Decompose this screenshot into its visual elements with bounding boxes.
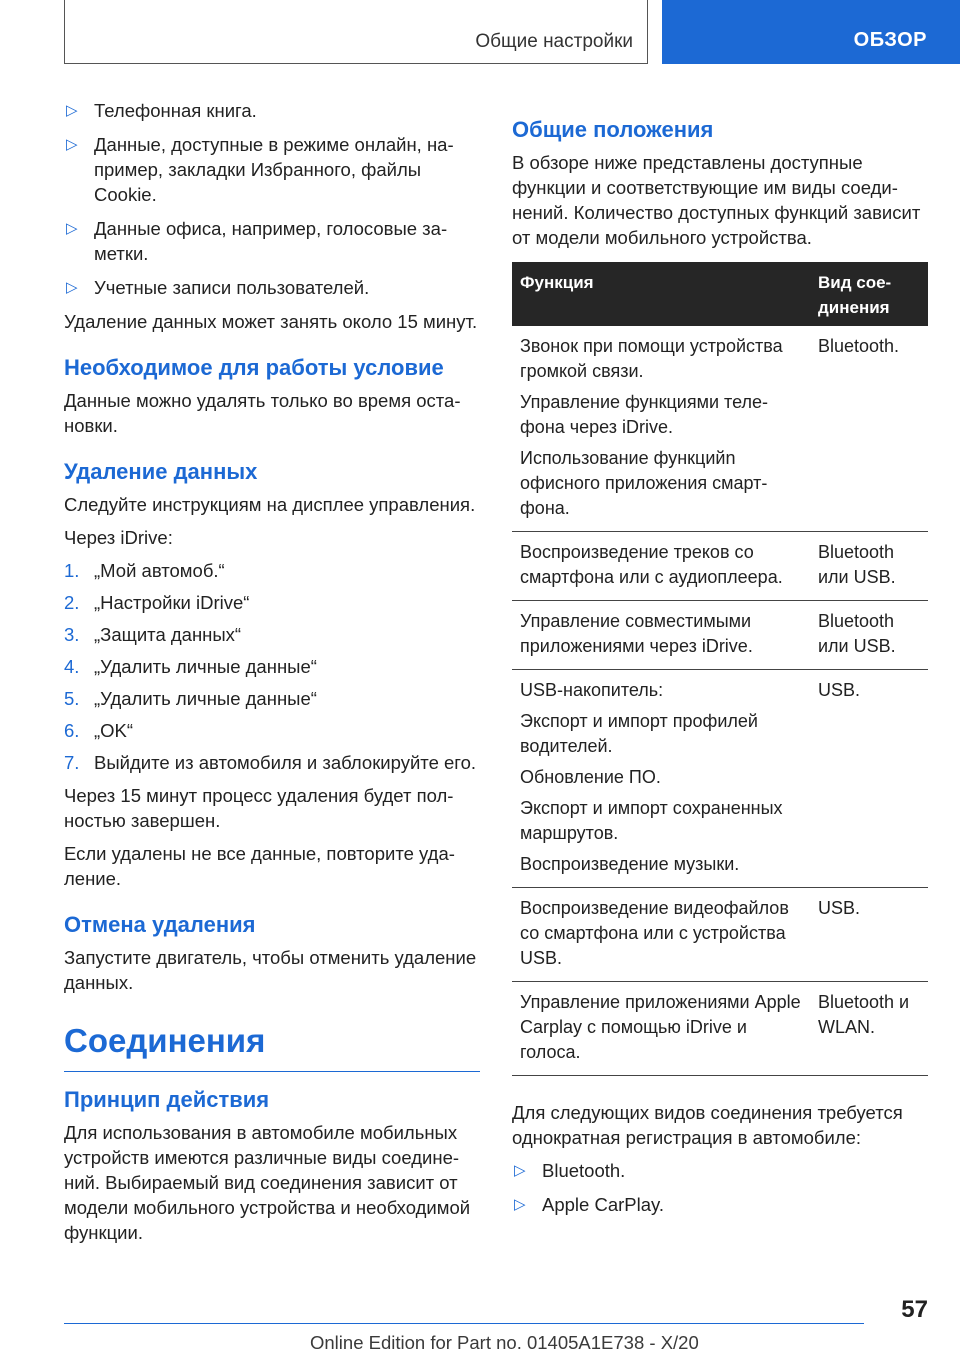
page-number: 57 [901, 1296, 928, 1323]
table-row [512, 888, 928, 982]
function-cell: Воспроизведение треков со смартфона или с аудиоплеера. [512, 532, 810, 601]
function-cell: Управление приложениями Apple Carplay с помощью iDrive и голоса. [512, 982, 810, 1076]
triangle-bullet-icon: ▷ [514, 1162, 526, 1179]
general-heading: Общие положения [512, 117, 714, 142]
step-number: 7. [64, 752, 80, 773]
table-row [512, 601, 928, 670]
header-chapter-box [662, 0, 960, 64]
step-item: 1. „Мой автомоб.“ [64, 560, 225, 581]
general-text: В обзоре ниже представлены доступные функции и соответствующие им виды соединений. Количество доступных функций зависит от модели мобильного устройства. [512, 152, 921, 248]
step-number: 6. [64, 720, 80, 741]
via-idrive-text: Через iDrive: [64, 527, 173, 548]
header-section-title: Общие настройки [475, 31, 633, 52]
step-item: 5. „Удалить личные данные“ [64, 688, 317, 709]
after-15-min-text: Через 15 минут процесс удаления будет полностью завершен. [64, 785, 454, 831]
triangle-bullet-icon: ▷ [66, 136, 78, 153]
footer-edition-text: Online Edition for Part no. 01405A1E738 - X/20 [310, 1332, 699, 1353]
connection-cell: Bluetooth или USB. [810, 601, 928, 670]
step-number: 4. [64, 656, 80, 677]
connection-cell: USB. [810, 670, 928, 888]
connections-heading: Соединения [64, 1022, 266, 1059]
connection-cell: Bluetooth. [810, 326, 928, 532]
connections-table [512, 262, 928, 1076]
heading-divider [64, 1071, 480, 1072]
connection-cell: USB. [810, 888, 928, 982]
function-cell: Воспроизведение видеофайлов со смартфона или с устройства USB. [512, 888, 810, 982]
triangle-bullet-icon: ▷ [66, 102, 78, 119]
column-header-function: Функция [512, 262, 810, 326]
step-item: 2. „Настройки iDrive“ [64, 592, 250, 613]
left-column [64, 98, 480, 1253]
column-header-connection: Вид соединения [810, 262, 928, 326]
list-item: ▷ Учетные записи пользователей. [66, 277, 370, 298]
list-item: ▷ Данные офиса, например, голосовые заметки. [66, 218, 448, 264]
footer-divider [64, 1323, 864, 1324]
table-row [512, 532, 928, 601]
registration-list [512, 1158, 928, 1217]
header-section-box [64, 0, 648, 64]
principle-text: Для использования в автомобиле мобильных устройств имеются различные виды соединений. Выбираемый вид соединения зависит от модели мобильного устройства и необходимой функции. [64, 1122, 471, 1243]
requirement-text: Данные можно удалять только во время остановки. [64, 390, 461, 436]
registration-required-text: Для следующих видов соединения требуется однократная регистрация в автомобиле: [512, 1102, 903, 1148]
list-item: ▷ Данные, доступные в режиме онлайн, например, закладки Избранного, файлы Cookie. [66, 134, 454, 205]
connection-cell: Bluetooth или USB. [810, 532, 928, 601]
header-chapter-title: ОБЗОР [853, 29, 927, 51]
delete-steps-list [64, 558, 480, 775]
step-item: 4. „Удалить личные данные“ [64, 656, 317, 677]
step-number: 2. [64, 592, 80, 613]
follow-instructions-text: Следуйте инструкциям на дисплее управления. [64, 494, 476, 515]
triangle-bullet-icon: ▷ [66, 220, 78, 237]
data-types-list [64, 98, 480, 300]
list-item: ▷ Телефонная книга. [66, 100, 257, 121]
function-cell: Звонок при помощи устройства громкой связи. Управление функциями телефона через iDrive. Использование функцийn офисного приложения смартфона. [512, 326, 810, 532]
table-row [512, 670, 928, 888]
step-number: 3. [64, 624, 80, 645]
table-header-row [512, 262, 928, 326]
function-cell: Управление совместимыми приложениями через iDrive. [512, 601, 810, 670]
table-row [512, 326, 928, 532]
step-number: 1. [64, 560, 80, 581]
deletion-time-note: Удаление данных может занять около 15 минут. [64, 311, 478, 332]
list-item: ▷ Bluetooth. [514, 1160, 626, 1181]
triangle-bullet-icon: ▷ [66, 279, 78, 296]
principle-heading: Принцип действия [64, 1087, 270, 1112]
triangle-bullet-icon: ▷ [514, 1196, 526, 1213]
step-item: 3. „Защита данных“ [64, 624, 242, 645]
step-number: 5. [64, 688, 80, 709]
list-item: ▷ Apple CarPlay. [514, 1194, 665, 1215]
repeat-deletion-text: Если удалены не все данные, повторите удаление. [64, 843, 455, 889]
cancel-deletion-heading: Отмена удаления [64, 912, 256, 937]
step-item: 6. „OK“ [64, 720, 134, 741]
right-column [512, 98, 928, 1226]
delete-data-heading: Удаление данных [64, 459, 258, 484]
requirement-heading: Необходимое для работы условие [64, 355, 444, 380]
connection-cell: Bluetooth и WLAN. [810, 982, 928, 1076]
function-cell: USB-накопитель: Экспорт и импорт профилей водителей. Обновление ПО. Экспорт и импорт сохраненных маршрутов. Воспроизведение музыки. [512, 670, 810, 888]
table-row [512, 982, 928, 1076]
cancel-deletion-text: Запустите двигатель, чтобы отменить удаление данных. [64, 947, 477, 993]
step-item: 7. Выйдите из автомобиля и заблокируйте его. [64, 752, 477, 773]
